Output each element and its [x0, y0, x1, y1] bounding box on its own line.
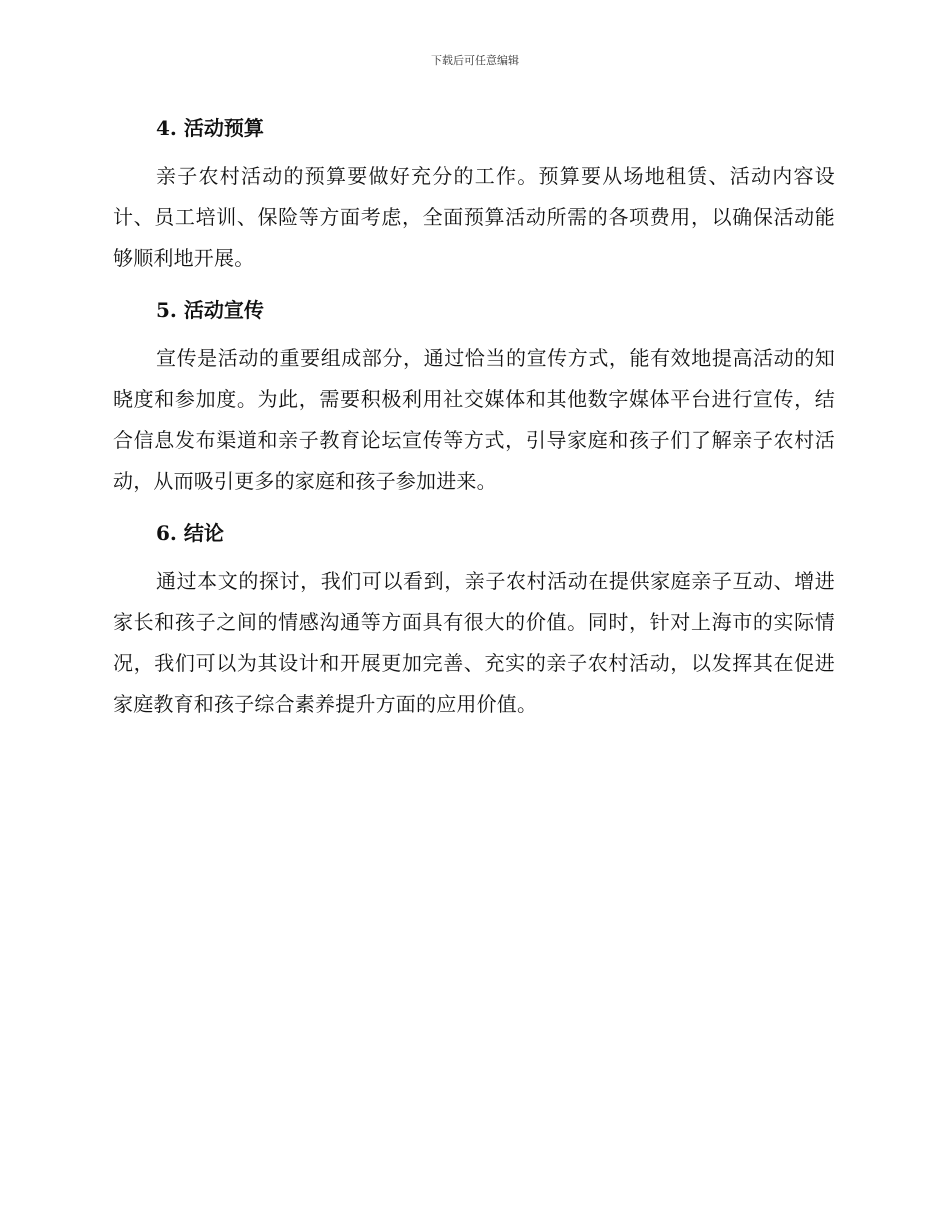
- section-paragraph-promotion: 宣传是活动的重要组成部分，通过恰当的宣传方式，能有效地提高活动的知晓度和参加度。为此，需要积极利用社交媒体和其他数字媒体平台进行宣传，结合信息发布渠道和亲子教育论坛宣传等方式，引导家庭和孩子们了解亲子农村活动，从而吸引更多的家庭和孩子参加进来。: [113, 346, 835, 493]
- page-header: 下载后可任意编辑: [431, 54, 519, 67]
- section-heading-budget: 4. 活动预算: [156, 116, 264, 140]
- section-paragraph-conclusion: 通过本文的探讨，我们可以看到，亲子农村活动在提供家庭亲子互动、增进家长和孩子之间的情感沟通等方面具有很大的价值。同时，针对上海市的实际情况，我们可以为其设计和开展更加完善、充实的亲子农村活动，以发挥其在促进家庭教育和孩子综合素养提升方面的应用价值。: [113, 569, 835, 716]
- document-content: [113, 110, 835, 725]
- section-heading-promotion: 5. 活动宣传: [156, 298, 264, 322]
- section-paragraph-budget: 亲子农村活动的预算要做好充分的工作。预算要从场地租赁、活动内容设计、员工培训、保险等方面考虑，全面预算活动所需的各项费用，以确保活动能够顺利地开展。: [113, 164, 835, 270]
- section-heading-conclusion: 6. 结论: [156, 521, 224, 545]
